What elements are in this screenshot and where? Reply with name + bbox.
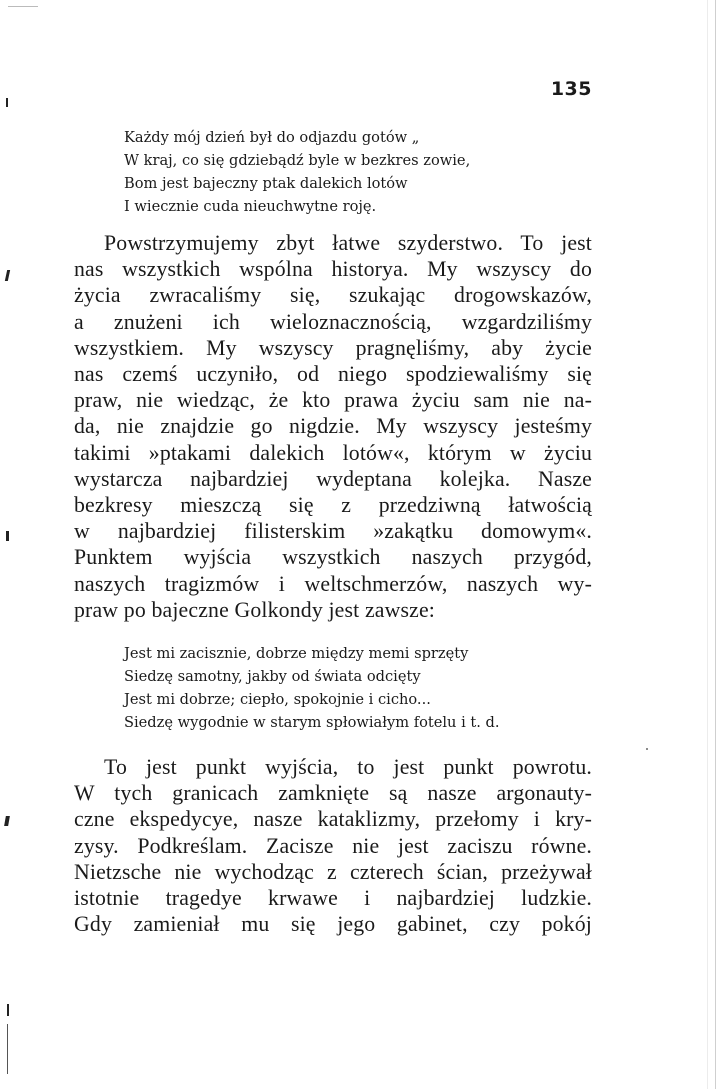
ink-speck (646, 748, 648, 750)
verse-line: Jest mi dobrze; ciepło, spokojnie i cicho... (124, 691, 431, 708)
prose-line: czne ekspedycye, nasze kataklizmy, przełomy i kry- (74, 807, 592, 832)
prose-line: życia zwracaliśmy się, szukając drogowskazów, (74, 283, 592, 308)
prose-paragraph-second (74, 754, 592, 937)
margin-mark (5, 270, 10, 281)
page-edge (715, 0, 716, 1089)
prose-line: nas wszystkich wspólna historya. My wszyscy do (74, 257, 592, 282)
prose-line: bezkresy mieszczą się z przedziwną łatwością (74, 493, 592, 518)
verse-line: Bom jest bajeczny ptak dalekich lotów (124, 175, 408, 192)
prose-line: naszych tragizmów i weltschmerzów, naszych wy- (74, 571, 592, 596)
prose-line: w najbardziej filisterskim »zakątku domowym«. (74, 519, 592, 544)
verse-line: W kraj, co się gdziebądź byle w bezkres zowie, (124, 152, 471, 169)
margin-mark (7, 1004, 9, 1016)
verse-line: Każdy mój dzień był do odjazdu gotów „ (124, 129, 420, 146)
prose-line: zysy. Podkreślam. Zacisze nie jest zaciszu równe. (74, 833, 592, 858)
verse-line: Jest mi zacisznie, dobrze między memi sprzęty (124, 645, 469, 662)
prose-line: praw, nie wiedząc, że kto prawa życiu sam nie na- (74, 388, 592, 413)
margin-mark (6, 531, 9, 541)
verse-line: I wiecznie cuda nieuchwytne roję. (124, 198, 377, 215)
page-number: 135 (550, 78, 592, 100)
prose-paragraph-first (74, 230, 592, 623)
prose-line: praw po bajeczne Golkondy jest zawsze: (74, 597, 435, 622)
prose-line: takimi »ptakami dalekich lotów«, którym w życiu (74, 440, 592, 465)
verse-quote-bottom (124, 642, 594, 734)
prose-line: W tych granicach zamknięte są nasze argonauty- (74, 781, 592, 806)
scan-artifact (8, 6, 38, 7)
margin-mark (7, 1024, 8, 1074)
prose-line: da, nie znajdzie go nigdzie. My wszyscy jesteśmy (74, 414, 592, 439)
prose-line: Punktem wyjścia wszystkich naszych przygód, (74, 545, 592, 570)
prose-line: Gdy zamieniał mu się jego gabinet, czy pokój (74, 912, 592, 937)
prose-line: To jest punkt wyjścia, to jest punkt powrotu. (104, 755, 592, 779)
prose-line: wystarcza najbardziej wydeptana kolejka. Nasze (74, 466, 592, 491)
prose-line: nas czemś uczyniło, od niego spodziewaliśmy się (74, 362, 592, 387)
verse-quote-top (124, 126, 594, 218)
prose-line: Nietzsche nie wychodząc z czterech ścian, przeżywał (74, 859, 592, 884)
page-edge-shade (707, 0, 708, 1089)
prose-line: a znużeni ich wieloznacznością, wzgardziliśmy (74, 309, 592, 334)
prose-line: istotnie tragedye krwawe i najbardziej ludzkie. (74, 886, 592, 911)
prose-line: Powstrzymujemy zbyt łatwe szyderstwo. To jest (104, 231, 592, 255)
margin-mark (6, 98, 8, 107)
verse-line: Siedzę samotny, jakby od świata odcięty (124, 668, 421, 685)
verse-line: Siedzę wygodnie w starym spłowiałym fotelu i t. d. (124, 714, 500, 731)
prose-line: wszystkiem. My wszyscy pragnęliśmy, aby życie (74, 335, 592, 360)
margin-mark (4, 816, 10, 826)
